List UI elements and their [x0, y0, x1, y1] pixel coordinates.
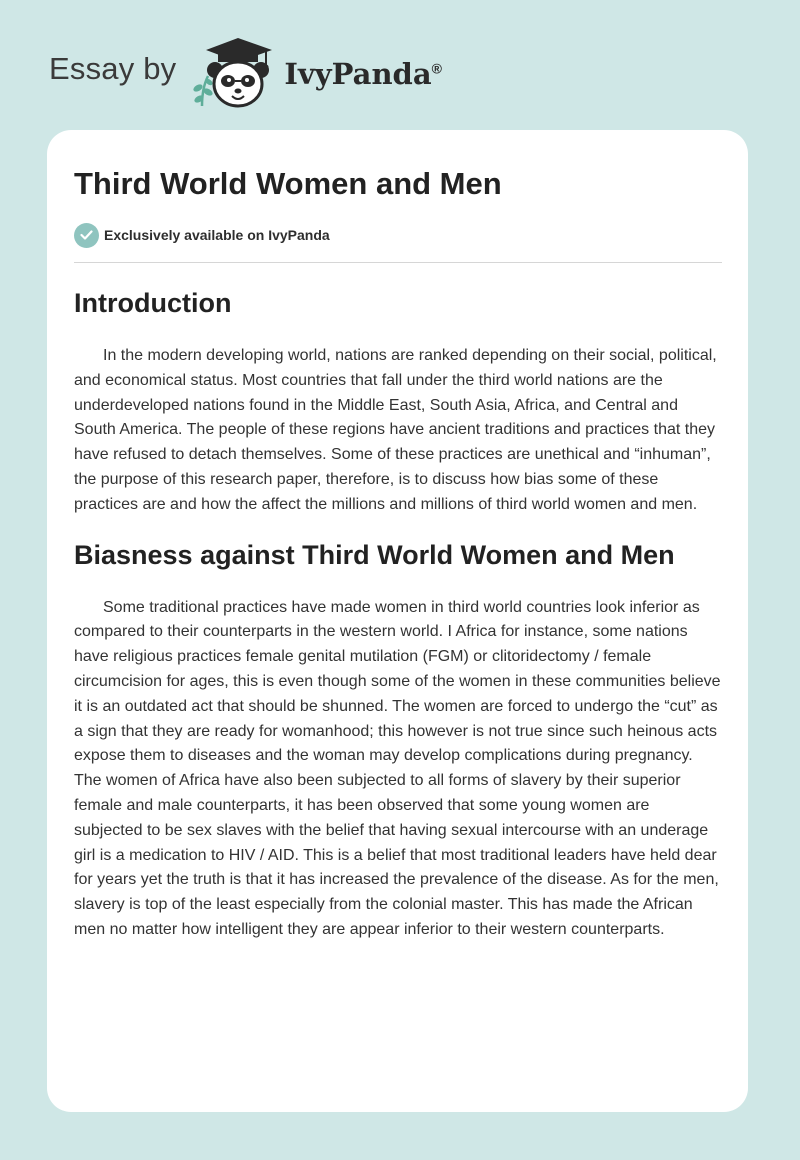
check-icon	[74, 223, 99, 248]
brand-prefix: Essay by	[49, 51, 177, 86]
panda-logo-icon[interactable]	[188, 36, 278, 110]
page-title: Third World Women and Men	[74, 166, 502, 201]
paragraph-introduction: In the modern developing world, nations are ranked depending on their social, political, and economical status. Most countries that fall under the third world nations are the underdeveloped nations found in the Middle East, South Asia, Africa, and Central and South America. The people of these regions have ancient traditions and practices that they have refused to detach themselves. Some of these practices are unethical and “inhuman”, the purpose of this research paper, therefore, is to discuss how bias some of these practices are and how the affect the millions and millions of third world women and men.	[74, 347, 717, 513]
section-heading-biasness: Biasness against Third World Women and Men	[74, 539, 675, 570]
brand-name[interactable]: IvyPanda®	[284, 57, 442, 91]
paragraph-biasness: Some traditional practices have made women in third world countries look inferior as compared to their counterparts in the western world. I Africa for instance, some nations have religious practices female genital mutilation (FGM) or clitoridectomy / female circumcision for ages, this is even though some of the women in these communities believe it is an outdated act that should be shunned. The women are forced to undergo the “cut” as a sign that they are ready for womanhood; this however is not true since such heinous acts expose them to diseases and the woman may develop complications during pregnancy. The women of Africa have also been subjected to all forms of slavery by their superior female and male counterparts, it has been observed that some young women are subjected to be sex slaves with the belief that having sexual intercourse with an underage girl is a medication to HIV / AID. This is a belief that most traditional leaders have held dear for years yet the truth is that it has increased the prevalence of the disease. As for the men, slavery is top of the least especially from the colonial master. This has made the African men no matter how intelligent they are appear inferior to their western counterparts.	[74, 598, 721, 938]
exclusive-badge	[74, 222, 722, 248]
divider	[74, 262, 722, 263]
brand-header	[49, 36, 442, 110]
badge-text: Exclusively available on IvyPanda	[104, 227, 330, 243]
section-heading-introduction: Introduction	[74, 288, 232, 318]
essay-card	[47, 130, 748, 1112]
